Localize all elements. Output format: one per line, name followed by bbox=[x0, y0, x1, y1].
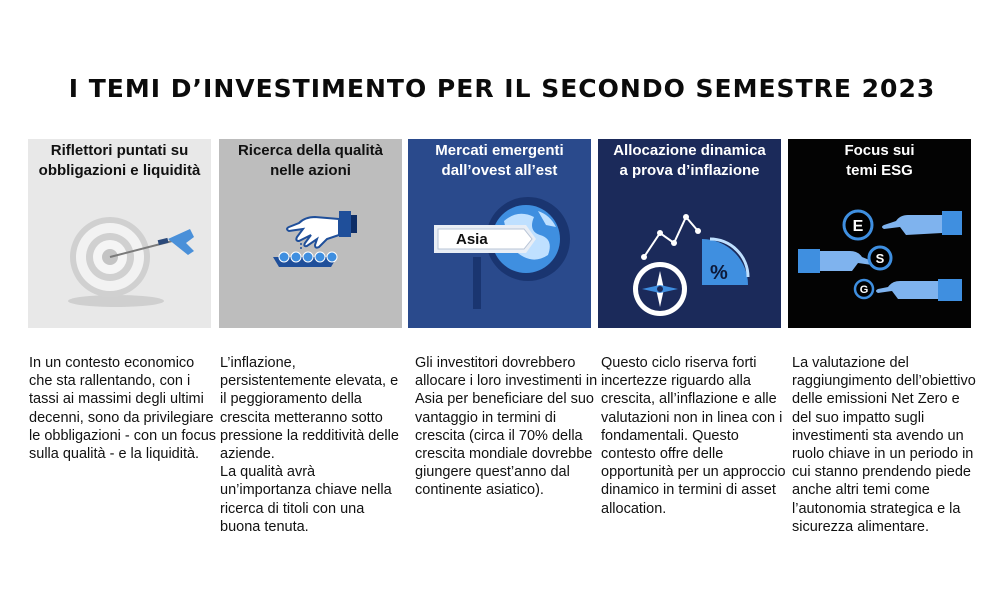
target-dart-icon bbox=[28, 139, 211, 328]
card-description-bonds-liquidity: In un contesto economico che sta rallentando, con i tassi ai massimi degli ultimi decenni, sono da privilegiare le obbligazioni - con un focus sulla qualità - e la liquidità. bbox=[29, 355, 217, 463]
sign-label: Asia bbox=[456, 231, 488, 248]
theme-card-equity-quality bbox=[219, 139, 402, 328]
card-description-equity-quality: L’inflazione, persistentemente elevata, e il peggioramento della crescita metteranno sotto pressione la redditività delle aziende. La qualità avrà un’importanza chiave nella ricerca di titoli con una buona tenuta. bbox=[220, 355, 399, 535]
theme-card-bonds-liquidity bbox=[28, 139, 211, 328]
card-title: Ricerca della qualità nelle azioni bbox=[237, 142, 384, 179]
esg-letter-s: S bbox=[875, 251, 885, 266]
theme-card-emerging-markets bbox=[408, 139, 591, 328]
esg-hands-icon bbox=[788, 139, 971, 328]
card-title: Riflettori puntati su obbligazioni e liquidità bbox=[38, 142, 201, 179]
card-title: Allocazione dinamica a prova d’inflazione bbox=[613, 142, 766, 179]
esg-letter-e: E bbox=[852, 218, 864, 235]
card-title: Focus sui temi ESG bbox=[844, 142, 915, 179]
esg-letter-g: G bbox=[859, 284, 869, 296]
compass-chart-icon bbox=[598, 139, 781, 328]
card-title: Mercati emergenti dall’ovest all’est bbox=[435, 142, 564, 179]
theme-card-dynamic-allocation bbox=[598, 139, 781, 328]
globe-signpost-icon bbox=[408, 139, 591, 328]
card-description-dynamic-allocation: Questo ciclo riserva forti incertezze riguardo alla crescita, all’inflazione e alle valutazioni non in linea con i fondamentali. Questo contesto offre delle opportunità per un approccio dinamico in termini di asset allocation. bbox=[601, 355, 786, 517]
hand-picking-icon bbox=[219, 139, 402, 328]
theme-card-esg bbox=[788, 139, 971, 328]
page-title: I TEMI D’INVESTIMENTO PER IL SECONDO SEMESTRE 2023 bbox=[68, 74, 936, 103]
card-description-esg: La valutazione del raggiungimento dell’obiettivo delle emissioni Net Zero e del suo impatto sugli investimenti sta avendo un ruolo chiave in un periodo in cui stanno prendendo piede anche altri temi come l’autonomia strategica e la sicurezza alimentare. bbox=[792, 355, 976, 535]
percent-label: % bbox=[710, 262, 728, 284]
card-description-emerging-markets: Gli investitori dovrebbero allocare i loro investimenti in Asia per beneficiare del suo vantaggio in termini di crescita (circa il 70% della crescita mondiale dovrebbe giungere quest’anno dal continente asiatico). bbox=[415, 355, 598, 499]
